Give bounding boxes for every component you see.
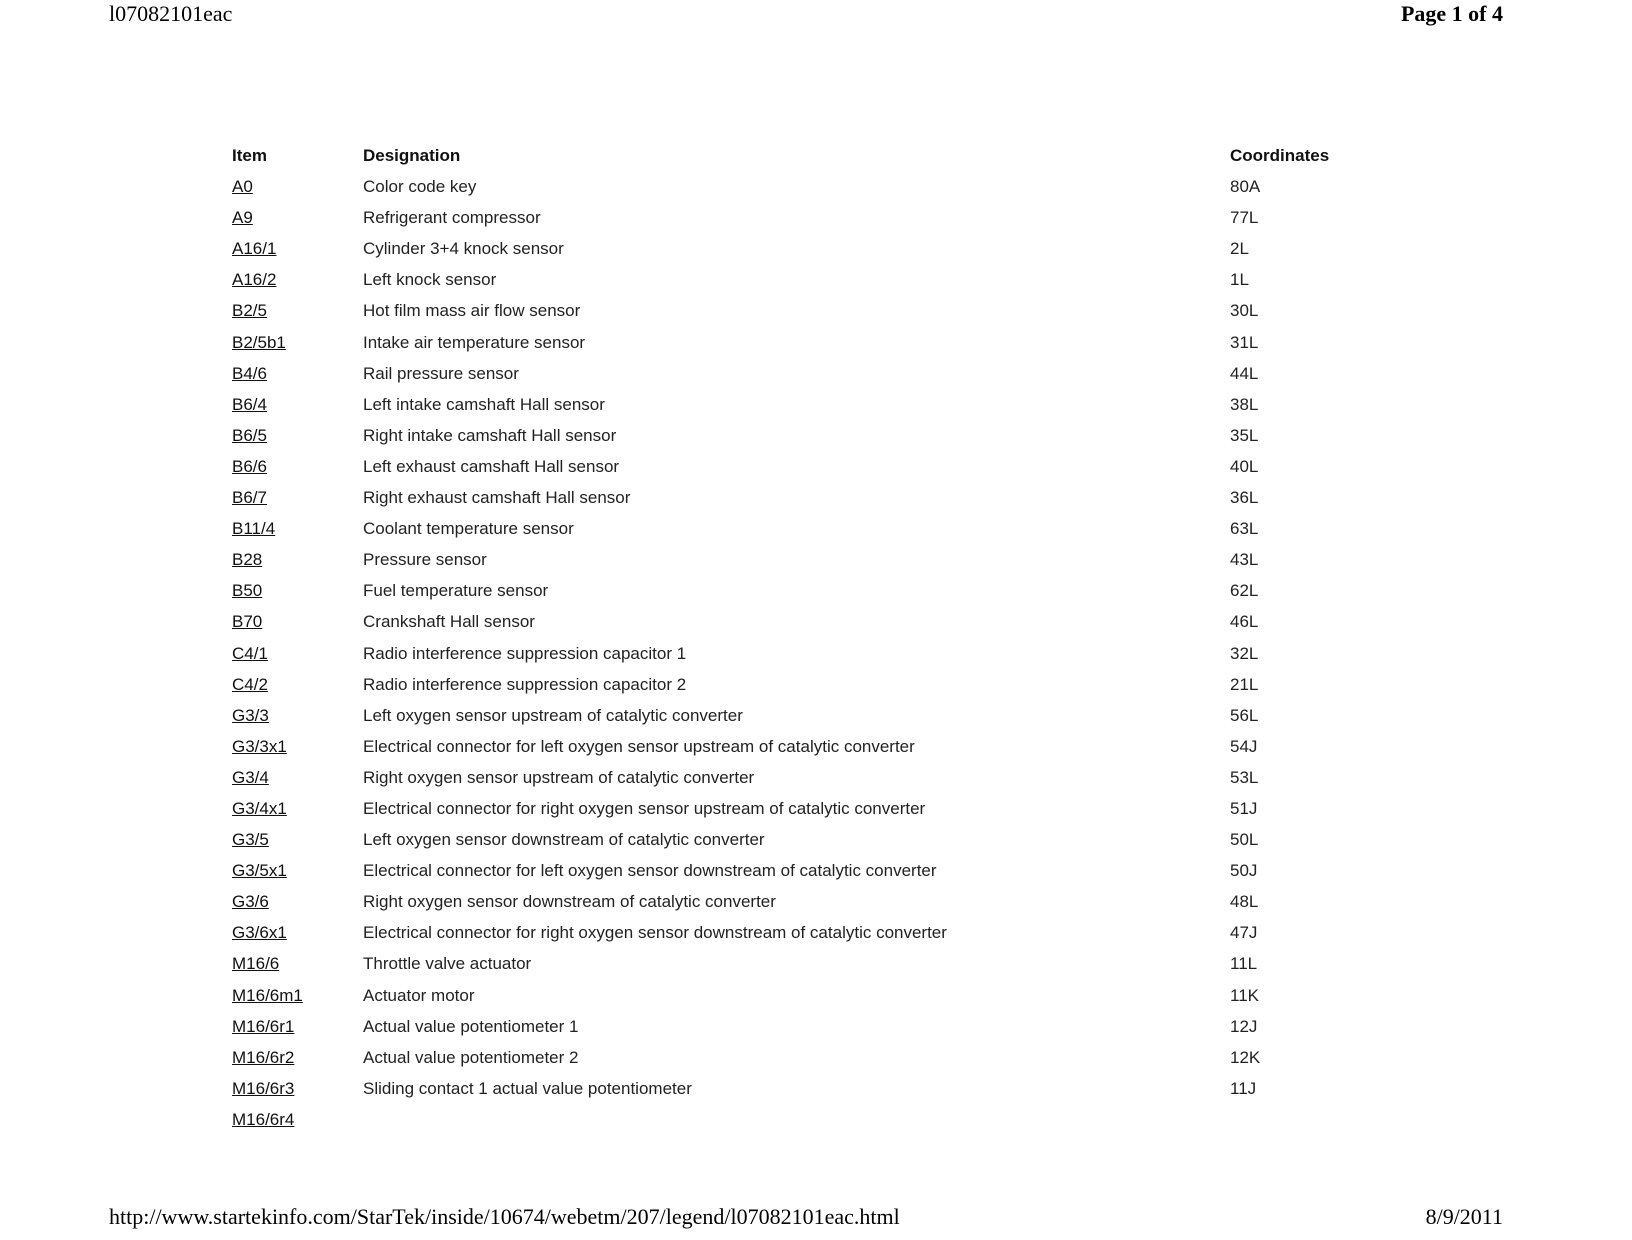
table-row: [232, 233, 1372, 264]
designation-cell: Actuator motor: [363, 985, 475, 1005]
coordinates-cell: 50J: [1230, 861, 1258, 881]
item-link[interactable]: B2/5b1: [232, 332, 286, 352]
item-link[interactable]: G3/3: [232, 705, 269, 725]
item-cell: [232, 420, 352, 451]
designation-cell: Pressure sensor: [363, 550, 487, 570]
table-row: [232, 327, 1372, 358]
item-cell: [232, 295, 352, 326]
item-cell: [232, 264, 352, 295]
table-row: [232, 358, 1372, 389]
item-cell: [232, 606, 352, 637]
legend-table: [232, 140, 1372, 1135]
designation-cell: Left oxygen sensor upstream of catalytic converter: [363, 705, 743, 725]
table-row: [232, 824, 1372, 855]
item-link[interactable]: B70: [232, 612, 263, 632]
item-cell: [232, 482, 352, 513]
item-link[interactable]: B28: [232, 550, 263, 570]
item-cell: [232, 544, 352, 575]
table-row: [232, 482, 1372, 513]
print-header-page-label: Page 1 of 4: [1400, 1, 1503, 26]
item-cell: [232, 917, 352, 948]
designation-cell: Refrigerant compressor: [363, 208, 541, 228]
coordinates-cell: 53L: [1230, 767, 1259, 787]
item-link[interactable]: B6/4: [232, 394, 267, 414]
coordinates-cell: 1L: [1230, 270, 1249, 290]
header-item: Item: [232, 146, 267, 165]
coordinates-cell: 50L: [1230, 830, 1259, 850]
item-link[interactable]: B6/6: [232, 456, 267, 476]
item-link[interactable]: B6/7: [232, 488, 267, 508]
coordinates-cell: 12K: [1230, 1047, 1261, 1067]
item-cell: [232, 451, 352, 482]
designation-cell: Cylinder 3+4 knock sensor: [363, 239, 564, 259]
table-row: [232, 669, 1372, 700]
header-designation: Designation: [363, 146, 461, 165]
table-row: [232, 1104, 1372, 1135]
coordinates-cell: 12J: [1230, 1016, 1258, 1036]
designation-cell: Left intake camshaft Hall sensor: [363, 394, 605, 414]
table-row: [232, 575, 1372, 606]
designation-cell: Throttle valve actuator: [363, 954, 532, 974]
item-cell: [232, 1073, 352, 1104]
coordinates-cell: 51J: [1230, 798, 1258, 818]
item-link[interactable]: B4/6: [232, 363, 267, 383]
item-link[interactable]: G3/3x1: [232, 736, 287, 756]
item-link[interactable]: G3/4x1: [232, 798, 287, 818]
designation-cell: Left exhaust camshaft Hall sensor: [363, 456, 620, 476]
item-link[interactable]: G3/6: [232, 892, 269, 912]
table-row: [232, 917, 1372, 948]
print-footer-date: 8/9/2011: [1425, 1204, 1503, 1229]
item-link[interactable]: M16/6r3: [232, 1078, 295, 1098]
coordinates-cell: 38L: [1230, 394, 1259, 414]
coordinates-cell: 30L: [1230, 301, 1259, 321]
designation-cell: Left knock sensor: [363, 270, 497, 290]
designation-cell: Electrical connector for right oxygen sensor upstream of catalytic converter: [363, 798, 926, 818]
table-row: [232, 451, 1372, 482]
item-cell: [232, 358, 352, 389]
item-link[interactable]: G3/4: [232, 767, 269, 787]
item-cell: [232, 700, 352, 731]
coordinates-cell: 11J: [1230, 1078, 1257, 1098]
item-cell: [232, 980, 352, 1011]
item-link[interactable]: M16/6m1: [232, 985, 303, 1005]
designation-cell: Coolant temperature sensor: [363, 519, 574, 539]
item-link[interactable]: M16/6r2: [232, 1047, 295, 1067]
item-cell: [232, 1104, 352, 1135]
table-row: [232, 948, 1372, 979]
coordinates-cell: 44L: [1230, 363, 1259, 383]
item-link[interactable]: G3/6x1: [232, 923, 287, 943]
coordinates-cell: 35L: [1230, 425, 1259, 445]
item-cell: [232, 824, 352, 855]
item-link[interactable]: A16/2: [232, 270, 277, 290]
table-row: [232, 700, 1372, 731]
designation-cell: Crankshaft Hall sensor: [363, 612, 535, 632]
coordinates-cell: 47J: [1230, 923, 1258, 943]
table-row: [232, 731, 1372, 762]
designation-cell: Actual value potentiometer 2: [363, 1047, 579, 1067]
designation-cell: Intake air temperature sensor: [363, 332, 586, 352]
designation-cell: Sliding contact 1 actual value potentiometer: [363, 1078, 692, 1098]
coordinates-cell: 40L: [1230, 456, 1259, 476]
header-coordinates: Coordinates: [1230, 146, 1330, 165]
table-row: [232, 202, 1372, 233]
item-link[interactable]: A16/1: [232, 239, 277, 259]
item-link[interactable]: A9: [232, 208, 253, 228]
item-cell: [232, 202, 352, 233]
table-row: [232, 1011, 1372, 1042]
table-row: [232, 389, 1372, 420]
table-row: [232, 980, 1372, 1011]
designation-cell: Fuel temperature sensor: [363, 581, 549, 601]
designation-cell: Actual value potentiometer 1: [363, 1016, 579, 1036]
table-row: [232, 420, 1372, 451]
coordinates-cell: 46L: [1230, 612, 1259, 632]
item-link[interactable]: M16/6: [232, 954, 280, 974]
table-row: [232, 1073, 1372, 1104]
designation-cell: Left oxygen sensor downstream of catalytic converter: [363, 830, 765, 850]
item-cell: [232, 886, 352, 917]
item-link[interactable]: C4/1: [232, 643, 268, 663]
item-cell: [232, 948, 352, 979]
designation-cell: Right intake camshaft Hall sensor: [363, 425, 617, 445]
item-cell: [232, 669, 352, 700]
designation-cell: Right oxygen sensor upstream of catalytic converter: [363, 767, 755, 787]
coordinates-cell: 11K: [1230, 985, 1259, 1005]
item-link[interactable]: C4/2: [232, 674, 268, 694]
item-cell: [232, 1042, 352, 1073]
item-cell: [232, 855, 352, 886]
coordinates-cell: 77L: [1230, 208, 1259, 228]
item-link[interactable]: A0: [232, 177, 253, 197]
item-link[interactable]: G3/5: [232, 830, 269, 850]
item-cell: [232, 575, 352, 606]
coordinates-cell: 43L: [1230, 550, 1259, 570]
item-cell: [232, 513, 352, 544]
print-header-doc-id: l07082101eac: [109, 1, 233, 26]
coordinates-cell: 32L: [1230, 643, 1259, 663]
print-footer-url: http://www.startekinfo.com/StarTek/inside/10674/webetm/207/legend/l07082101eac.html: [109, 1204, 900, 1229]
legend-table-header: [232, 140, 1372, 171]
table-row: [232, 295, 1372, 326]
table-row: [232, 855, 1372, 886]
table-row: [232, 513, 1372, 544]
designation-cell: Color code key: [363, 177, 477, 197]
item-cell: [232, 1011, 352, 1042]
coordinates-cell: 63L: [1230, 519, 1259, 539]
designation-cell: Radio interference suppression capacitor 2: [363, 674, 687, 694]
designation-cell: Electrical connector for left oxygen sensor upstream of catalytic converter: [363, 736, 915, 756]
item-cell: [232, 731, 352, 762]
table-row: [232, 886, 1372, 917]
item-link[interactable]: B2/5: [232, 301, 267, 321]
coordinates-cell: 21L: [1230, 674, 1259, 694]
item-cell: [232, 233, 352, 264]
item-cell: [232, 171, 352, 202]
designation-cell: Rail pressure sensor: [363, 363, 519, 383]
item-cell: [232, 389, 352, 420]
item-link[interactable]: M16/6r1: [232, 1016, 295, 1036]
item-link[interactable]: M16/6r4: [232, 1109, 295, 1129]
table-row: [232, 171, 1372, 202]
table-row: [232, 544, 1372, 575]
designation-cell: Electrical connector for left oxygen sensor downstream of catalytic converter: [363, 861, 937, 881]
coordinates-cell: 31L: [1230, 332, 1259, 352]
coordinates-cell: 62L: [1230, 581, 1259, 601]
table-row: [232, 793, 1372, 824]
legend-rows: [232, 171, 1372, 1135]
coordinates-cell: 36L: [1230, 488, 1259, 508]
item-cell: [232, 638, 352, 669]
coordinates-cell: 2L: [1230, 239, 1249, 259]
item-link[interactable]: G3/5x1: [232, 861, 287, 881]
item-cell: [232, 793, 352, 824]
item-link[interactable]: B11/4: [232, 519, 276, 539]
item-cell: [232, 762, 352, 793]
coordinates-cell: 54J: [1230, 736, 1258, 756]
coordinates-cell: 80A: [1230, 177, 1261, 197]
designation-cell: Radio interference suppression capacitor 1: [363, 643, 687, 663]
table-row: [232, 762, 1372, 793]
table-row: [232, 264, 1372, 295]
item-link[interactable]: B6/5: [232, 425, 267, 445]
table-row: [232, 606, 1372, 637]
designation-cell: Right oxygen sensor downstream of catalytic converter: [363, 892, 776, 912]
item-link[interactable]: B50: [232, 581, 263, 601]
item-cell: [232, 327, 352, 358]
designation-cell: Hot film mass air flow sensor: [363, 301, 581, 321]
coordinates-cell: 11L: [1230, 954, 1258, 974]
coordinates-cell: 48L: [1230, 892, 1259, 912]
designation-cell: Electrical connector for right oxygen sensor downstream of catalytic converter: [363, 923, 947, 943]
coordinates-cell: 56L: [1230, 705, 1259, 725]
table-row: [232, 1042, 1372, 1073]
table-row: [232, 638, 1372, 669]
designation-cell: Right exhaust camshaft Hall sensor: [363, 488, 631, 508]
